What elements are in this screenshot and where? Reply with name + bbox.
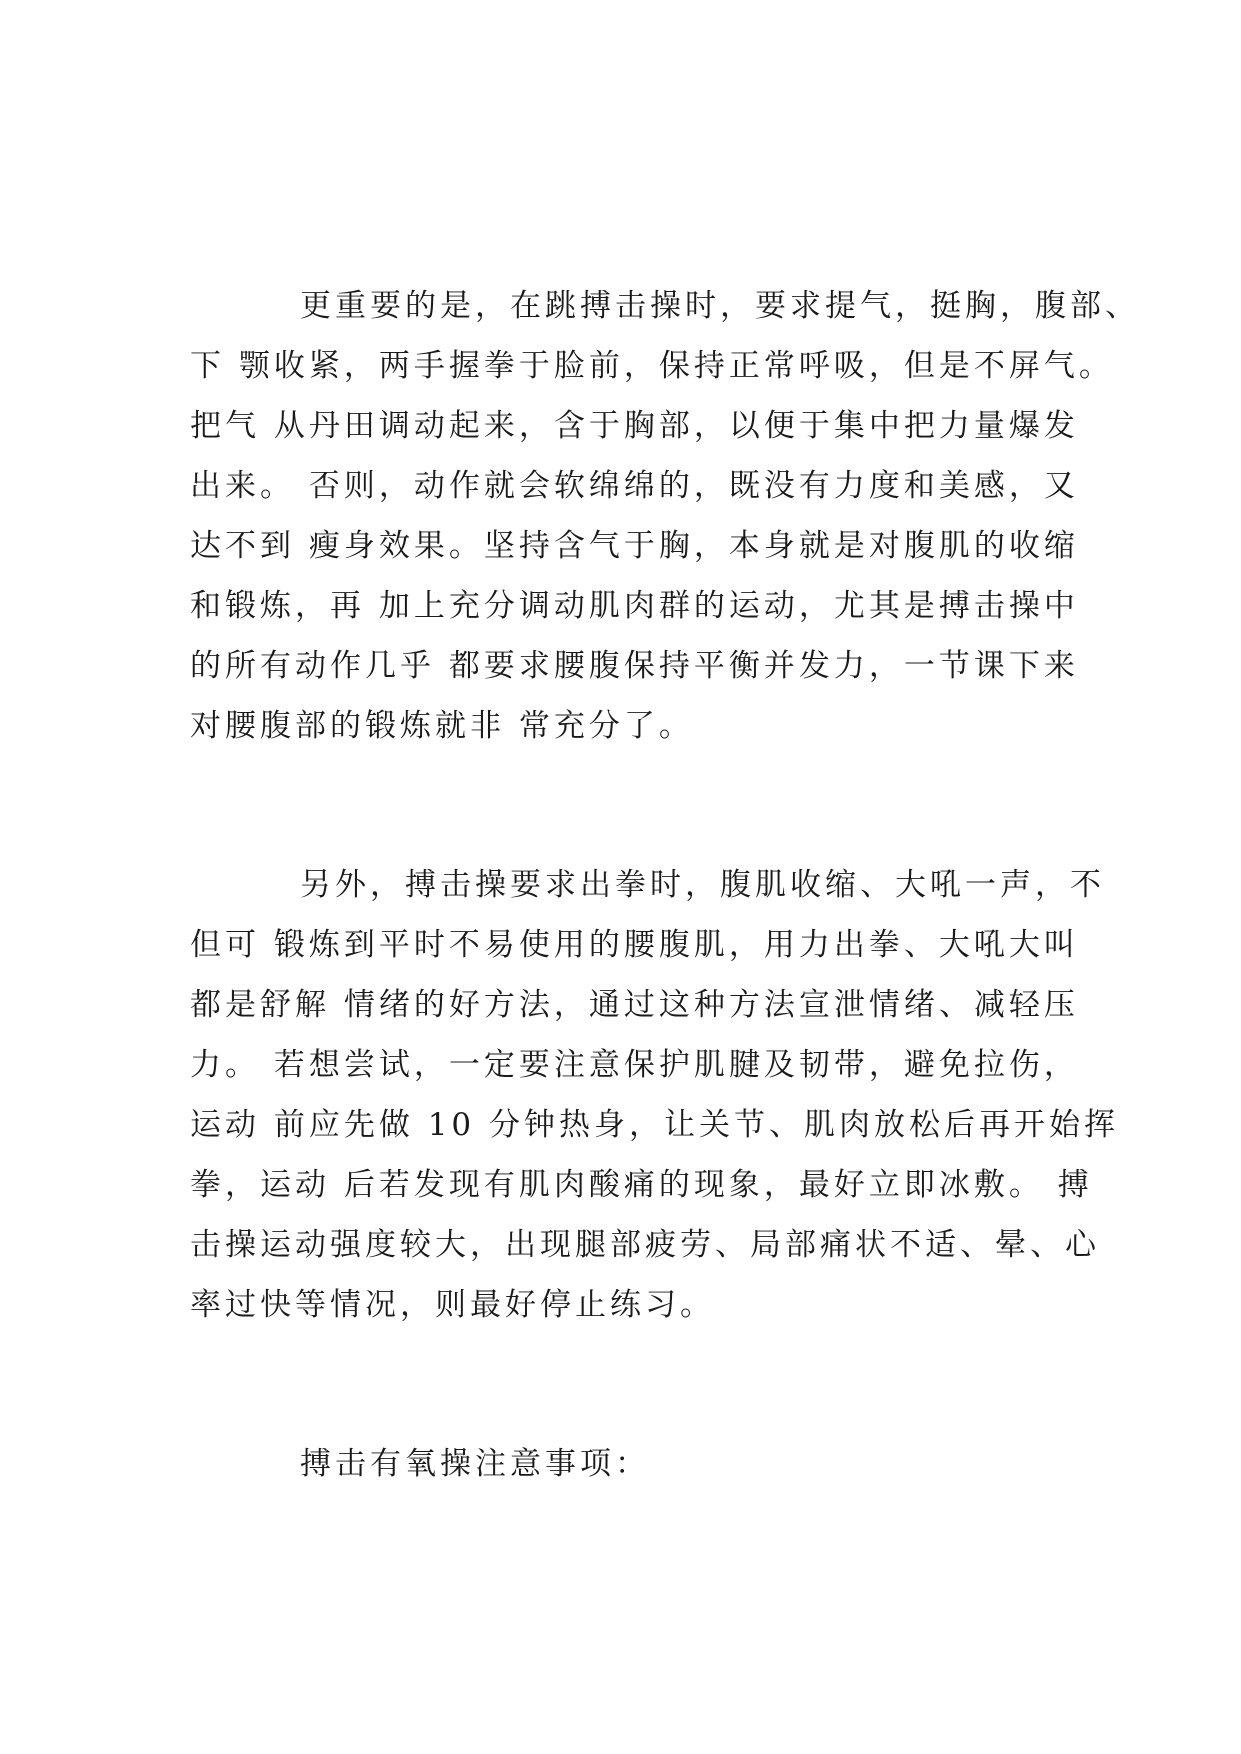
- text-line: 率过快等情况，则最好停止练习。: [190, 1287, 715, 1323]
- section-heading-text: 搏击有氧操注意事项：: [300, 1446, 650, 1482]
- text-line: 拳，运动 后若发现有肌肉酸痛的现象，最好立即冰敷。 搏: [190, 1167, 1093, 1203]
- text-line: 运动 前应先做 10 分钟热身，让关节、肌肉放松后再开始挥: [190, 1107, 1120, 1143]
- text-line: 击操运动强度较大，出现腿部疲劳、局部痛状不适、晕、心: [190, 1227, 1100, 1263]
- text-line: 更重要的是，在跳搏击操时，要求提气，挺胸，腹部、: [300, 288, 1140, 324]
- text-line: 把气 从丹田调动起来，含于胸部，以便于集中把力量爆发: [190, 408, 1079, 444]
- text-line: 的所有动作几乎 都要求腰腹保持平衡并发力，一节课下来: [190, 648, 1079, 684]
- section-heading: [190, 1434, 1070, 1494]
- paragraph-2: [190, 855, 1120, 1335]
- text-line: 力。 若想尝试，一定要注意保护肌腱及韧带，避免拉伤，: [190, 1047, 1079, 1083]
- text-line: 出来。 否则，动作就会软绵绵的，既没有力度和美感，又: [190, 468, 1079, 504]
- text-line: 下 颚收紧，两手握拳于脸前，保持正常呼吸，但是不屏气。: [190, 348, 1114, 384]
- text-line: 另外，搏击操要求出拳时，腹肌收缩、大吼一声，不: [300, 867, 1105, 903]
- text-line: 达不到 瘦身效果。坚持含气于胸，本身就是对腹肌的收缩: [190, 528, 1079, 564]
- text-line: 和锻炼，再 加上充分调动肌肉群的运动，尤其是搏击操中: [190, 588, 1079, 624]
- text-line: 对腰腹部的锻炼就非 常充分了。: [190, 708, 694, 744]
- paragraph-1: [190, 276, 1140, 756]
- text-line: 但可 锻炼到平时不易使用的腰腹肌，用力出拳、大吼大叫: [190, 927, 1079, 963]
- text-line: 都是舒解 情绪的好方法，通过这种方法宣泄情绪、减轻压: [190, 987, 1079, 1023]
